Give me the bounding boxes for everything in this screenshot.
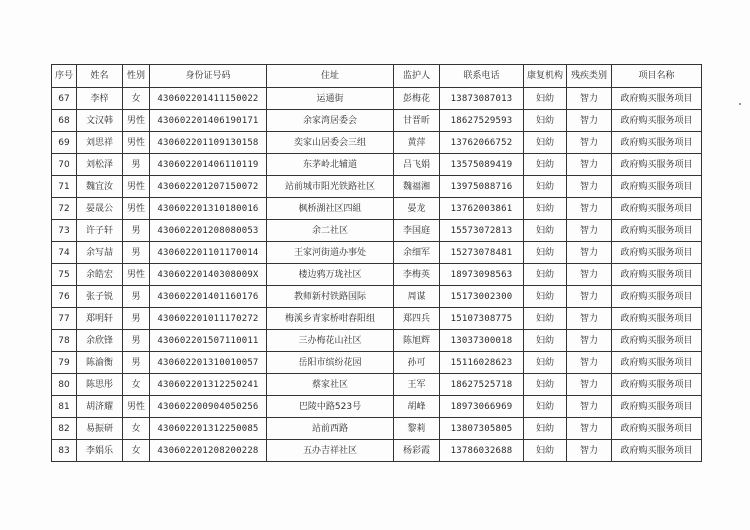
cell-gender: 男 (123, 308, 150, 330)
cell-index: 80 (52, 374, 77, 396)
cell-guardian: 郑四兵 (394, 308, 440, 330)
cell-index: 83 (52, 440, 77, 462)
cell-phone: 15573072813 (440, 220, 524, 242)
col-header-gender: 性别 (123, 65, 150, 88)
cell-rehab-institution: 妇幼 (524, 220, 567, 242)
cell-project-name: 政府购买服务项目 (612, 286, 702, 308)
cell-rehab-institution: 妇幼 (524, 264, 567, 286)
cell-name: 文汉韩 (77, 110, 123, 132)
cell-project-name: 政府购买服务项目 (612, 330, 702, 352)
table-row (52, 264, 702, 286)
cell-phone: 18973098563 (440, 264, 524, 286)
cell-id-number: 430602201207150072 (150, 176, 267, 198)
cell-rehab-institution: 妇幼 (524, 154, 567, 176)
table-row (52, 198, 702, 220)
cell-disability-type: 智力 (567, 440, 612, 462)
cell-guardian: 魏福湘 (394, 176, 440, 198)
table-row (52, 154, 702, 176)
cell-address: 梅溪乡青家桥咁春阳组 (267, 308, 394, 330)
cell-gender: 男性 (123, 110, 150, 132)
cell-gender: 女 (123, 374, 150, 396)
cell-address: 站前西路 (267, 418, 394, 440)
cell-disability-type: 智力 (567, 242, 612, 264)
cell-disability-type: 智力 (567, 308, 612, 330)
cell-guardian: 黄萍 (394, 132, 440, 154)
cell-name: 胡济耀 (77, 396, 123, 418)
cell-id-number: 430602201312250241 (150, 374, 267, 396)
cell-index: 81 (52, 396, 77, 418)
cell-rehab-institution: 妇幼 (524, 242, 567, 264)
cell-project-name: 政府购买服务项目 (612, 154, 702, 176)
cell-phone: 15273078481 (440, 242, 524, 264)
cell-name: 余欣锋 (77, 330, 123, 352)
cell-id-number: 430602201401160176 (150, 286, 267, 308)
cell-phone: 13975088716 (440, 176, 524, 198)
table-row (52, 374, 702, 396)
table-row (52, 220, 702, 242)
cell-address: 余家湾居委会 (267, 110, 394, 132)
cell-address: 巴陵中路523号 (267, 396, 394, 418)
cell-project-name: 政府购买服务项目 (612, 352, 702, 374)
cell-name: 陈思彤 (77, 374, 123, 396)
cell-guardian: 晏龙 (394, 198, 440, 220)
cell-gender: 女 (123, 88, 150, 110)
cell-phone: 13786032688 (440, 440, 524, 462)
cell-index: 79 (52, 352, 77, 374)
cell-id-number: 43060220140308009X (150, 264, 267, 286)
cell-guardian: 陈旭辉 (394, 330, 440, 352)
cell-gender: 男 (123, 154, 150, 176)
cell-rehab-institution: 妇幼 (524, 176, 567, 198)
table-row (52, 242, 702, 264)
cell-project-name: 政府购买服务项目 (612, 132, 702, 154)
cell-index: 70 (52, 154, 77, 176)
cell-name: 刘松泽 (77, 154, 123, 176)
cell-address: 五办吉祥社区 (267, 440, 394, 462)
cell-index: 76 (52, 286, 77, 308)
cell-address: 运通街 (267, 88, 394, 110)
cell-gender: 男 (123, 330, 150, 352)
cell-guardian: 孙可 (394, 352, 440, 374)
table-row (52, 396, 702, 418)
col-header-disability-type: 残疾类别 (567, 65, 612, 88)
cell-gender: 男 (123, 286, 150, 308)
cell-gender: 男 (123, 220, 150, 242)
cell-name: 李梓 (77, 88, 123, 110)
cell-index: 77 (52, 308, 77, 330)
cell-name: 晏晟公 (77, 198, 123, 220)
cell-gender: 男性 (123, 264, 150, 286)
cell-project-name: 政府购买服务项目 (612, 264, 702, 286)
col-header-id-number: 身份证号码 (150, 65, 267, 88)
cell-disability-type: 智力 (567, 198, 612, 220)
cell-phone: 13762066752 (440, 132, 524, 154)
cell-guardian: 彭梅花 (394, 88, 440, 110)
table-row (52, 286, 702, 308)
cell-rehab-institution: 妇幼 (524, 396, 567, 418)
cell-disability-type: 智力 (567, 418, 612, 440)
cell-index: 68 (52, 110, 77, 132)
cell-phone: 13037300018 (440, 330, 524, 352)
cell-disability-type: 智力 (567, 286, 612, 308)
cell-project-name: 政府购买服务项目 (612, 176, 702, 198)
cell-disability-type: 智力 (567, 352, 612, 374)
cell-phone: 18973066969 (440, 396, 524, 418)
table-row (52, 440, 702, 462)
cell-address: 余二社区 (267, 220, 394, 242)
cell-rehab-institution: 妇幼 (524, 440, 567, 462)
cell-address: 东茅岭北辅道 (267, 154, 394, 176)
cell-disability-type: 智力 (567, 132, 612, 154)
cell-index: 82 (52, 418, 77, 440)
col-header-address: 住址 (267, 65, 394, 88)
cell-phone: 13762003861 (440, 198, 524, 220)
cell-id-number: 430602201310010057 (150, 352, 267, 374)
cell-disability-type: 智力 (567, 154, 612, 176)
cell-address: 三办梅花山社区 (267, 330, 394, 352)
cell-rehab-institution: 妇幼 (524, 352, 567, 374)
cell-guardian: 黎莉 (394, 418, 440, 440)
cell-index: 73 (52, 220, 77, 242)
cell-project-name: 政府购买服务项目 (612, 396, 702, 418)
cell-disability-type: 智力 (567, 330, 612, 352)
table-row (52, 110, 702, 132)
cell-address: 楼边鸦万珑社区 (267, 264, 394, 286)
cell-name: 陈渝衡 (77, 352, 123, 374)
cell-phone: 13873087013 (440, 88, 524, 110)
cell-phone: 15116028623 (440, 352, 524, 374)
cell-address: 枫桥湖社区四組 (267, 198, 394, 220)
cell-disability-type: 智力 (567, 264, 612, 286)
col-header-index: 序号 (52, 65, 77, 88)
cell-project-name: 政府购买服务项目 (612, 198, 702, 220)
cell-gender: 男性 (123, 396, 150, 418)
cell-guardian: 李国庭 (394, 220, 440, 242)
cell-gender: 男性 (123, 176, 150, 198)
cell-gender: 女 (123, 440, 150, 462)
table-row (52, 176, 702, 198)
cell-id-number: 430602201406110119 (150, 154, 267, 176)
col-header-project-name: 项目名称 (612, 65, 702, 88)
cell-guardian: 吕飞娟 (394, 154, 440, 176)
cell-project-name: 政府购买服务项目 (612, 418, 702, 440)
col-header-phone: 联系电话 (440, 65, 524, 88)
cell-address: 岳阳市缤纷花园 (267, 352, 394, 374)
cell-guardian: 杨彩霞 (394, 440, 440, 462)
table-row (52, 352, 702, 374)
cell-index: 78 (52, 330, 77, 352)
cell-name: 余写喆 (77, 242, 123, 264)
cell-rehab-institution: 妇幼 (524, 330, 567, 352)
cell-name: 余皓宏 (77, 264, 123, 286)
cell-id-number: 430602201208080053 (150, 220, 267, 242)
cell-phone: 18627525718 (440, 374, 524, 396)
cell-name: 刘思祥 (77, 132, 123, 154)
cell-project-name: 政府购买服务项目 (612, 242, 702, 264)
cell-address: 王家河街道办事处 (267, 242, 394, 264)
cell-phone: 15173002300 (440, 286, 524, 308)
cell-disability-type: 智力 (567, 176, 612, 198)
cell-index: 69 (52, 132, 77, 154)
cell-phone: 15107308775 (440, 308, 524, 330)
cell-disability-type: 智力 (567, 374, 612, 396)
cell-id-number: 430602200904050256 (150, 396, 267, 418)
cell-index: 72 (52, 198, 77, 220)
cell-name: 郑明轩 (77, 308, 123, 330)
cell-project-name: 政府购买服务项目 (612, 110, 702, 132)
cell-address: 教师新村铁路国际 (267, 286, 394, 308)
cell-phone: 13807305805 (440, 418, 524, 440)
cell-address: 站前城市阳光铁路社区 (267, 176, 394, 198)
cell-id-number: 430602201011170272 (150, 308, 267, 330)
cell-rehab-institution: 妇幼 (524, 110, 567, 132)
cell-rehab-institution: 妇幼 (524, 286, 567, 308)
cell-gender: 女 (123, 418, 150, 440)
cell-gender: 男性 (123, 198, 150, 220)
cell-gender: 男 (123, 242, 150, 264)
table-row (52, 308, 702, 330)
cell-phone: 18627529593 (440, 110, 524, 132)
cell-guardian: 胡峰 (394, 396, 440, 418)
cell-index: 67 (52, 88, 77, 110)
cell-id-number: 430602201109130158 (150, 132, 267, 154)
cell-gender: 男性 (123, 132, 150, 154)
cell-id-number: 430602201312250085 (150, 418, 267, 440)
table-row (52, 418, 702, 440)
cell-disability-type: 智力 (567, 88, 612, 110)
cell-phone: 13575089419 (440, 154, 524, 176)
cell-name: 魏宜汝 (77, 176, 123, 198)
cell-id-number: 430602201507110011 (150, 330, 267, 352)
scan-speck (739, 103, 741, 105)
cell-rehab-institution: 妇幼 (524, 418, 567, 440)
cell-rehab-institution: 妇幼 (524, 88, 567, 110)
cell-project-name: 政府购买服务项目 (612, 308, 702, 330)
cell-index: 75 (52, 264, 77, 286)
cell-guardian: 周谋 (394, 286, 440, 308)
col-header-name: 姓名 (77, 65, 123, 88)
col-header-guardian: 监护人 (394, 65, 440, 88)
cell-guardian: 余细军 (394, 242, 440, 264)
cell-address: 奕家山居委会三组 (267, 132, 394, 154)
cell-project-name: 政府购买服务项目 (612, 88, 702, 110)
cell-id-number: 430602201411150022 (150, 88, 267, 110)
col-header-rehab-institution: 康复机构 (524, 65, 567, 88)
table-body (52, 88, 702, 462)
cell-id-number: 430602201208200228 (150, 440, 267, 462)
cell-guardian: 王军 (394, 374, 440, 396)
table-row (52, 88, 702, 110)
cell-disability-type: 智力 (567, 110, 612, 132)
cell-disability-type: 智力 (567, 220, 612, 242)
cell-index: 71 (52, 176, 77, 198)
cell-address: 蔡家社区 (267, 374, 394, 396)
cell-disability-type: 智力 (567, 396, 612, 418)
cell-name: 李娟乐 (77, 440, 123, 462)
table-header-row (52, 65, 702, 88)
cell-rehab-institution: 妇幼 (524, 132, 567, 154)
cell-name: 张子锐 (77, 286, 123, 308)
cell-name: 易振研 (77, 418, 123, 440)
cell-project-name: 政府购买服务项目 (612, 220, 702, 242)
cell-id-number: 430602201406190171 (150, 110, 267, 132)
rehab-roster-table (51, 64, 702, 462)
cell-index: 74 (52, 242, 77, 264)
cell-name: 许子轩 (77, 220, 123, 242)
table-row (52, 330, 702, 352)
table-row (52, 132, 702, 154)
cell-guardian: 李梅英 (394, 264, 440, 286)
cell-id-number: 430602201101170014 (150, 242, 267, 264)
cell-project-name: 政府购买服务项目 (612, 374, 702, 396)
cell-project-name: 政府购买服务项目 (612, 440, 702, 462)
cell-id-number: 430602201310180016 (150, 198, 267, 220)
cell-rehab-institution: 妇幼 (524, 374, 567, 396)
cell-guardian: 甘晋昕 (394, 110, 440, 132)
cell-rehab-institution: 妇幼 (524, 198, 567, 220)
cell-rehab-institution: 妇幼 (524, 308, 567, 330)
cell-gender: 男 (123, 352, 150, 374)
